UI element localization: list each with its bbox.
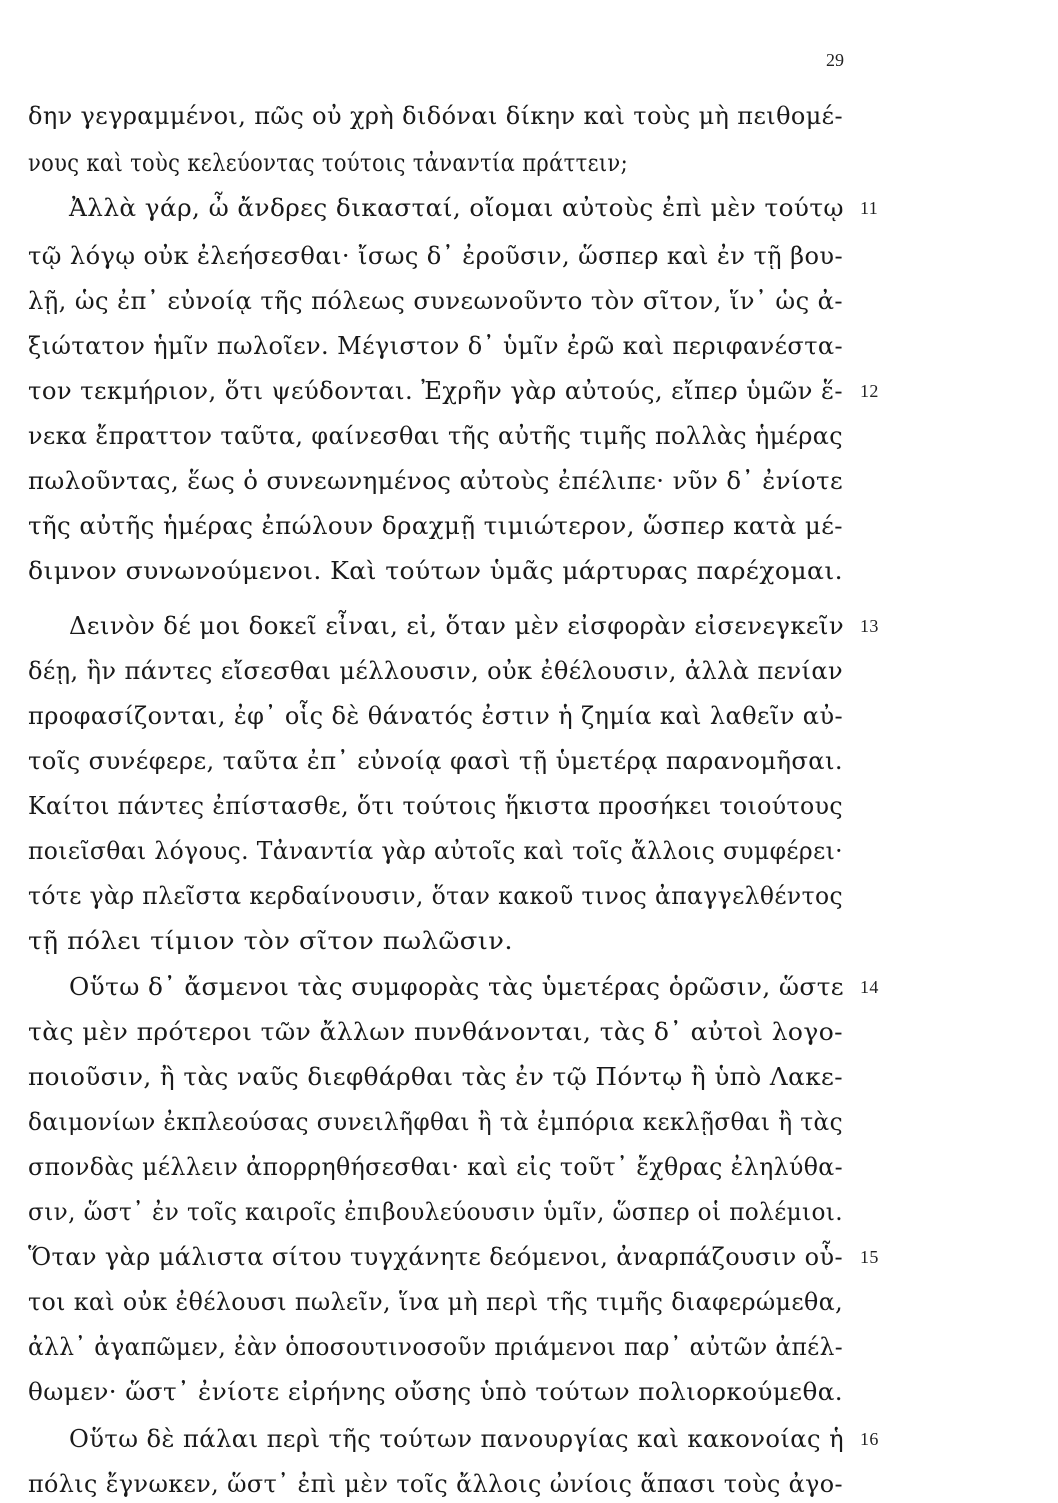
line-text: Οὕτω δὲ πάλαι περὶ τῆς τούτων πανουργίας καὶ κακονοίας ἡ <box>69 1425 844 1453</box>
line-text: δέῃ, ἣν πάντες εἴσεσθαι μέλλουσιν, οὐκ ἐθέλουσιν, ἀλλὰ πενίαν <box>28 657 843 685</box>
section-number: 12 <box>860 381 879 401</box>
section-number: 16 <box>860 1429 879 1449</box>
line-text: θωμεν· ὥστ᾽ ἐνίοτε εἰρήνης οὔσης ὑπὸ τούτων πολιορκούμεθα. <box>28 1378 844 1406</box>
line-text: διμνον συνωνούμενοι. Καὶ τούτων ὑμᾶς μάρτυρας παρέχομαι. <box>28 557 843 585</box>
line-text: πωλοῦντας, ἕως ὁ συνεωνημένος αὐτοὺς ἐπέλιπε· νῦν δ᾽ ἐνίοτε <box>28 467 844 495</box>
section-number: 13 <box>860 616 879 636</box>
line-text: σπονδὰς μέλλειν ἀπορρηθήσεσθαι· καὶ εἰς τοῦτ᾽ ἔχθρας ἐληλύθα- <box>28 1153 843 1181</box>
line-text: τὰς μὲν πρότεροι τῶν ἄλλων πυνθάνονται, τὰς δ᾽ αὐτοὶ λογο- <box>28 1018 843 1046</box>
line-text: δαιμονίων ἐκπλεούσας συνειλῆφθαι ἢ τὰ ἐμπόρια κεκλῇσθαι ἢ τὰς <box>28 1108 843 1136</box>
line-text: νους καὶ τοὺς κελεύοντας τούτοις τἀναντία πράττειν; <box>28 149 628 177</box>
line-text: Ὅταν γὰρ μάλιστα σίτου τυγχάνητε δεόμενοι, ἀναρπάζουσιν οὗ- <box>28 1243 843 1271</box>
line-text: ἀλλ᾽ ἀγαπῶμεν, ἐὰν ὁποσουτινοσοῦν πριάμενοι παρ᾽ αὐτῶν ἀπέλ- <box>28 1333 843 1361</box>
line-text: νεκα ἔπραττον ταῦτα, φαίνεσθαι τῆς αὐτῆς τιμῆς πολλὰς ἡμέρας <box>28 422 843 450</box>
line-text: τοι καὶ οὐκ ἐθέλουσι πωλεῖν, ἵνα μὴ περὶ τῆς τιμῆς διαφερώμεθα, <box>28 1288 843 1316</box>
line-text: Καίτοι πάντες ἐπίστασθε, ὅτι τούτοις ἥκιστα προσήκει τοιούτους <box>28 792 843 820</box>
line-text: ποιεῖσθαι λόγους. Τἀναντία γὰρ αὐτοῖς καὶ τοῖς ἄλλοις συμφέρει· <box>28 837 843 865</box>
line-text: πόλις ἔγνωκεν, ὥστ᾽ ἐπὶ μὲν τοῖς ἄλλοις ὠνίοις ἅπασι τοὺς ἀγο- <box>28 1470 843 1498</box>
line-text: Οὕτω δ᾽ ἄσμενοι τὰς συμφορὰς τὰς ὑμετέρας ὁρῶσιν, ὥστε <box>69 973 844 1001</box>
line-text: Ἀλλὰ γάρ, ὦ ἄνδρες δικασταί, οἴομαι αὐτοὺς ἐπὶ μὲν τούτῳ <box>69 194 844 222</box>
line-text: λῇ, ὡς ἐπ᾽ εὐνοίᾳ τῆς πόλεως συνεωνοῦντο τὸν σῖτον, ἵν᾽ ὡς ἀ- <box>28 287 844 315</box>
line-text: τῷ λόγῳ οὐκ ἐλεήσεσθαι· ἴσως δ᾽ ἐροῦσιν, ὥσπερ καὶ ἐν τῇ βου- <box>28 242 843 270</box>
line-text: ποιοῦσιν, ἢ τὰς ναῦς διεφθάρθαι τὰς ἐν τῷ Πόντῳ ἢ ὑπὸ Λακε- <box>28 1063 843 1091</box>
line-text: τῆς αὐτῆς ἡμέρας ἐπώλουν δραχμῇ τιμιώτερον, ὥσπερ κατὰ μέ- <box>28 512 843 540</box>
line-text: ξιώτατον ἡμῖν πωλοῖεν. Μέγιστον δ᾽ ὑμῖν ἐρῶ καὶ περιφανέστα- <box>28 332 843 360</box>
line-text: σιν, ὥστ᾽ ἐν τοῖς καιροῖς ἐπιβουλεύουσιν ὑμῖν, ὥσπερ οἱ πολέμιοι. <box>28 1198 843 1226</box>
line-text: Δεινὸν δέ μοι δοκεῖ εἶναι, εἰ, ὅταν μὲν εἰσφορὰν εἰσενεγκεῖν <box>69 612 844 640</box>
page-number: 29 <box>826 50 844 70</box>
line-text: προφασίζονται, ἐφ᾽ οἷς δὲ θάνατός ἐστιν ἡ ζημία καὶ λαθεῖν αὐ- <box>28 702 843 730</box>
line-text: τῇ πόλει τίμιον τὸν σῖτον πωλῶσιν. <box>28 927 513 955</box>
section-number: 14 <box>860 977 879 997</box>
section-number: 11 <box>860 198 879 218</box>
line-text: τον τεκμήριον, ὅτι ψεύδονται. Ἐχρῆν γὰρ αὐτούς, εἴπερ ὑμῶν ἕ- <box>28 377 843 405</box>
section-number: 15 <box>860 1247 879 1267</box>
line-text: δην γεγραμμένοι, πῶς οὐ χρὴ διδόναι δίκην καὶ τοὺς μὴ πειθομέ- <box>28 102 843 130</box>
line-text: τοῖς συνέφερε, ταῦτα ἐπ᾽ εὐνοίᾳ φασὶ τῇ ὑμετέρᾳ παρανομῆσαι. <box>28 747 843 775</box>
line-text: τότε γὰρ πλεῖστα κερδαίνουσιν, ὅταν κακοῦ τινος ἀπαγγελθέντος <box>28 882 843 910</box>
